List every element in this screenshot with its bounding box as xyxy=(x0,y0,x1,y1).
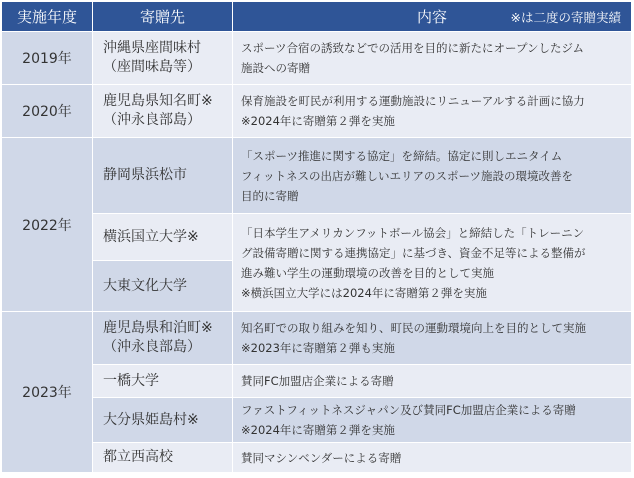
recipient-line: 静岡県浜松市 xyxy=(103,167,187,183)
recipient-wadomari xyxy=(93,312,233,365)
recipient-line: 大東文化大学 xyxy=(103,277,187,294)
content-line: スポーツ合宿の誘致などでの活用を目的に新たにオープンしたジム xyxy=(241,41,585,55)
year-2023 xyxy=(2,312,93,473)
recipient-zamami xyxy=(93,32,233,85)
recipient-china xyxy=(93,85,233,138)
content-line: グ設備寄贈に関する連携協定」に基づき、資金不足等による整備が xyxy=(241,245,586,260)
content-nishi xyxy=(233,443,632,473)
content-himeshima xyxy=(233,398,632,443)
header-year xyxy=(2,2,93,32)
content-line: ファストフィットネスジャパン及び賛同FC加盟店企業による寄贈 xyxy=(241,403,576,417)
content-line: 「スポーツ推進に関する協定」を締結。協定に則しエニタイム xyxy=(241,148,563,163)
year-2022 xyxy=(2,138,93,312)
content-wadomari xyxy=(233,312,632,365)
recipient-line: 鹿児島県和泊町※ xyxy=(103,320,213,336)
header-note: ※は二度の寄贈実績 xyxy=(510,9,621,25)
content-line: 「日本学生アメリカンフットボール協会」と締結した「トレーニン xyxy=(241,225,585,240)
content-line: ※2024年に寄贈第２弾を実施 xyxy=(241,423,395,437)
recipient-line: （沖永良部島） xyxy=(103,112,201,128)
recipient-line: （座間味島等） xyxy=(103,59,201,75)
recipient-line: （沖永良部島） xyxy=(103,339,201,355)
recipient-line: 一橋大学 xyxy=(103,372,159,389)
header-recipient-label: 寄贈先 xyxy=(139,8,185,26)
recipient-ynu xyxy=(93,214,233,261)
recipient-line: 都立西高校 xyxy=(103,449,173,465)
recipient-hamamatsu xyxy=(93,138,233,214)
content-line: 施設への寄贈 xyxy=(241,61,310,75)
content-line: フィットネスの出店が難しいエリアのスポーツ施設の環境改善を xyxy=(241,168,574,183)
header-recipient xyxy=(93,2,233,32)
content-hamamatsu xyxy=(233,138,632,214)
recipient-line: 大分県姫島村※ xyxy=(103,411,199,428)
content-line: ※2024年に寄贈第２弾を実施 xyxy=(241,114,395,128)
content-line: 保育施設を町民が利用する運動施設にリニューアルする計画に協力 xyxy=(241,94,585,108)
header-content xyxy=(233,2,632,32)
year-2020 xyxy=(2,85,93,138)
header-year-label: 実施年度 xyxy=(16,8,77,26)
content-line: ※横浜国立大学には2024年に寄贈第２弾を実施 xyxy=(241,285,487,300)
content-line: 目的に寄贈 xyxy=(241,188,299,203)
year-2019 xyxy=(2,32,93,85)
year-label: 2022年 xyxy=(22,217,72,234)
donation-table xyxy=(2,2,632,476)
content-line: 知名町での取り組みを知り、町民の運動環境向上を目的として実施 xyxy=(241,321,586,335)
recipient-himeshima xyxy=(93,398,233,443)
content-line: 賛同FC加盟店企業による寄贈 xyxy=(241,374,394,388)
content-line: 賛同マシンベンダーによる寄贈 xyxy=(241,450,402,465)
recipient-daito xyxy=(93,261,233,312)
content-line: ※2023年に寄贈第２弾も実施 xyxy=(241,341,395,355)
content-zamami xyxy=(233,32,632,85)
year-label: 2020年 xyxy=(22,104,72,120)
content-china xyxy=(233,85,632,138)
recipient-line: 鹿児島県知名町※ xyxy=(103,93,213,109)
recipient-nishi xyxy=(93,443,233,473)
content-line: 進み難い学生の運動環境の改善を目的として実施 xyxy=(241,265,494,280)
content-student-football xyxy=(233,214,632,312)
header-content-label: 内容 xyxy=(416,8,447,26)
recipient-hitotsubashi xyxy=(93,365,233,398)
content-hitotsubashi xyxy=(233,365,632,398)
year-label: 2019年 xyxy=(22,51,72,67)
year-label: 2023年 xyxy=(22,385,72,401)
recipient-line: 横浜国立大学※ xyxy=(103,228,199,245)
recipient-line: 沖縄県座間味村 xyxy=(103,40,201,56)
